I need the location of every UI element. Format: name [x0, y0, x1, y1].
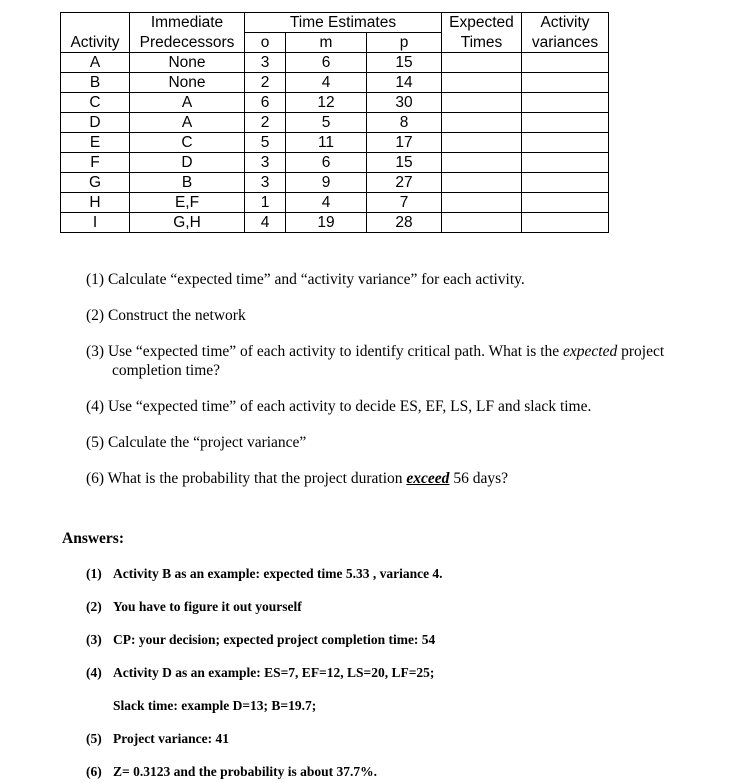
predecessors-header-top: Immediate — [130, 13, 245, 33]
activity-cell: E — [61, 133, 130, 153]
optimistic-cell: 4 — [245, 213, 286, 233]
table-row — [61, 133, 609, 153]
predecessors-cell: A — [130, 113, 245, 133]
activity-cell: D — [61, 113, 130, 133]
questions-list — [86, 270, 736, 505]
expected-time-cell — [442, 193, 522, 213]
answer-text: Slack time: example D=13; B=19.7; — [113, 698, 317, 713]
question-6-part-a: (6) What is the probability that the project duration — [86, 470, 407, 487]
optimistic-header: o — [245, 33, 286, 53]
question-6 — [86, 469, 736, 488]
activity-cell: B — [61, 73, 130, 93]
pessimistic-cell: 14 — [367, 73, 442, 93]
pessimistic-cell: 15 — [367, 153, 442, 173]
expected-time-cell — [442, 153, 522, 173]
header-row-2 — [61, 33, 609, 53]
optimistic-cell: 3 — [245, 153, 286, 173]
activity-cell: I — [61, 213, 130, 233]
variance-cell — [522, 53, 609, 73]
most-likely-cell: 6 — [286, 53, 367, 73]
expected-time-cell — [442, 113, 522, 133]
pessimistic-header: p — [367, 33, 442, 53]
pessimistic-cell: 28 — [367, 213, 442, 233]
variance-cell — [522, 173, 609, 193]
answer-4 — [86, 665, 434, 681]
predecessors-cell: G,H — [130, 213, 245, 233]
table-row — [61, 53, 609, 73]
most-likely-cell: 12 — [286, 93, 367, 113]
most-likely-cell: 6 — [286, 153, 367, 173]
activity-cell: A — [61, 53, 130, 73]
variances-header-top: Activity — [522, 13, 609, 33]
answer-number: (2) — [86, 599, 102, 614]
variance-cell — [522, 213, 609, 233]
answer-1 — [86, 566, 443, 582]
question-3-part-b: project completion time? — [112, 343, 665, 379]
predecessors-cell: D — [130, 153, 245, 173]
variance-cell — [522, 133, 609, 153]
optimistic-cell: 3 — [245, 173, 286, 193]
answer-3 — [86, 632, 435, 648]
answer-text: CP: your decision; expected project completion time: 54 — [113, 632, 436, 647]
question-2: (2) Construct the network — [86, 307, 246, 324]
answer-text: Activity D as an example: ES=7, EF=12, LS=20, LF=25; — [113, 665, 435, 680]
expected-header-bottom: Times — [442, 33, 522, 53]
expected-time-cell — [442, 133, 522, 153]
activity-header: Activity — [61, 33, 130, 53]
table-row — [61, 173, 609, 193]
predecessors-header-bottom: Predecessors — [130, 33, 245, 53]
most-likely-header: m — [286, 33, 367, 53]
pessimistic-cell: 15 — [367, 53, 442, 73]
question-6-part-b: 56 days? — [449, 470, 508, 487]
answer-number: (5) — [86, 731, 102, 746]
optimistic-cell: 2 — [245, 73, 286, 93]
pessimistic-cell: 7 — [367, 193, 442, 213]
answer-number: (3) — [86, 632, 102, 647]
answer-5 — [86, 731, 229, 747]
answer-text: Z= 0.3123 and the probability is about 37.7%. — [113, 764, 377, 779]
answer-number: (4) — [86, 665, 102, 680]
question-4: (4) Use “expected time” of each activity to decide ES, EF, LS, LF and slack time. — [86, 398, 592, 415]
pessimistic-cell: 27 — [367, 173, 442, 193]
activity-cell: G — [61, 173, 130, 193]
expected-time-cell — [442, 213, 522, 233]
header-row-1 — [61, 13, 609, 33]
variance-cell — [522, 153, 609, 173]
question-3-part-a: (3) Use “expected time” of each activity to identify critical path. What is the — [86, 343, 564, 360]
expected-time-cell — [442, 73, 522, 93]
variance-cell — [522, 73, 609, 93]
predecessors-cell: A — [130, 93, 245, 113]
optimistic-cell: 3 — [245, 53, 286, 73]
expected-time-cell — [442, 173, 522, 193]
most-likely-cell: 19 — [286, 213, 367, 233]
predecessors-cell: C — [130, 133, 245, 153]
predecessors-cell: E,F — [130, 193, 245, 213]
table-row — [61, 73, 609, 93]
activity-cell: H — [61, 193, 130, 213]
expected-header-top: Expected — [442, 13, 522, 33]
table-row — [61, 193, 609, 213]
variance-cell — [522, 193, 609, 213]
time-estimates-header: Time Estimates — [245, 13, 442, 33]
optimistic-cell: 2 — [245, 113, 286, 133]
question-3 — [86, 342, 736, 380]
most-likely-cell: 4 — [286, 73, 367, 93]
most-likely-cell: 9 — [286, 173, 367, 193]
answers-heading: Answers: — [62, 530, 124, 547]
table-row — [61, 213, 609, 233]
expected-time-cell — [442, 93, 522, 113]
activity-cell: F — [61, 153, 130, 173]
variances-header-bottom: variances — [522, 33, 609, 53]
optimistic-cell: 5 — [245, 133, 286, 153]
question-3-emphasis: expected — [563, 343, 618, 360]
question-5: (5) Calculate the “project variance” — [86, 434, 307, 451]
activity-table-container — [60, 12, 609, 233]
predecessors-cell: None — [130, 53, 245, 73]
pessimistic-cell: 30 — [367, 93, 442, 113]
question-1: (1) Calculate “expected time” and “activity variance” for each activity. — [86, 271, 525, 288]
activity-header-blank — [61, 13, 130, 33]
activity-cell: C — [61, 93, 130, 113]
predecessors-cell: B — [130, 173, 245, 193]
most-likely-cell: 5 — [286, 113, 367, 133]
answer-text: Project variance: 41 — [113, 731, 229, 746]
answer-number: (1) — [86, 566, 102, 581]
variance-cell — [522, 93, 609, 113]
answer-4-continued — [86, 698, 316, 714]
table-row — [61, 153, 609, 173]
optimistic-cell: 6 — [245, 93, 286, 113]
most-likely-cell: 11 — [286, 133, 367, 153]
pessimistic-cell: 8 — [367, 113, 442, 133]
answer-6 — [86, 764, 377, 780]
expected-time-cell — [442, 53, 522, 73]
answer-2 — [86, 599, 302, 615]
answer-text: Activity B as an example: expected time 5.33 , variance 4. — [113, 566, 443, 581]
optimistic-cell: 1 — [245, 193, 286, 213]
table-row — [61, 113, 609, 133]
pessimistic-cell: 17 — [367, 133, 442, 153]
answer-number: (6) — [86, 764, 102, 779]
variance-cell — [522, 113, 609, 133]
table-row — [61, 93, 609, 113]
most-likely-cell: 4 — [286, 193, 367, 213]
activity-table — [60, 12, 609, 233]
predecessors-cell: None — [130, 73, 245, 93]
question-6-emphasis: exceed — [406, 470, 450, 487]
answer-text: You have to figure it out yourself — [113, 599, 302, 614]
